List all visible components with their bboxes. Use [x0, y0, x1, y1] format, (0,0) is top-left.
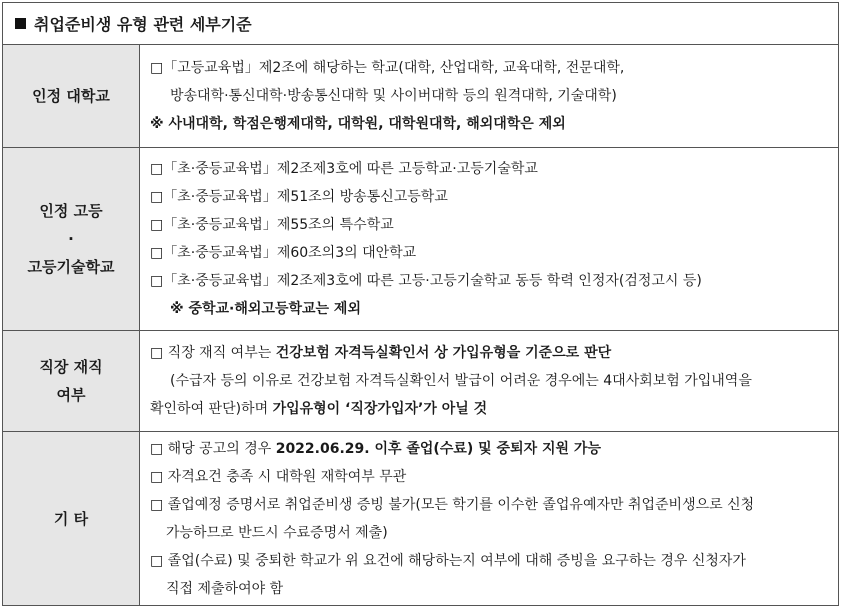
content-line: □ 직장 재직 여부는 건강보험 자격득실확인서 상 가입유형을 기준으로 판단 [150, 345, 612, 361]
content-line: □「고등교육법」제2조에 해당하는 학교(대학, 산업대학, 교육대학, 전문대학, [150, 60, 625, 76]
exclusion-note: ※ 중학교·해외고등학교는 제외 [170, 301, 361, 317]
criteria-table [2, 2, 839, 606]
content-line: □「초·중등교육법」제51조의 방송통신고등학교 [150, 189, 448, 205]
content-line: 확인하여 판단)하며 가입유형이 ‘직장가입자’가 아닐 것 [150, 401, 488, 417]
row-label-university: 인정 대학교 [3, 45, 140, 147]
black-square-icon [15, 18, 26, 29]
row-label-employment: 직장 재직 여부 [3, 331, 140, 431]
content-line: □「초·중등교육법」제55조의 특수학교 [150, 217, 394, 233]
row-other [3, 432, 838, 605]
content-line: 가능하므로 반드시 수료증명서 제출) [166, 524, 388, 541]
row-label-other: 기 타 [3, 432, 140, 605]
content-line: □ 졸업예정 증명서로 취업준비생 증빙 불가(모든 학기를 이수한 졸업유예자만 취업준비생으로 신청 [150, 496, 755, 513]
content-line: □ 해당 공고의 경우 2022.06.29. 이후 졸업(수료) 및 중퇴자 지원 가능 [150, 440, 601, 457]
content-line: □ 졸업(수료) 및 중퇴한 학교가 위 요건에 해당하는지 여부에 대해 증빙을 요구하는 경우 신청자가 [150, 552, 746, 569]
row-content-employment [140, 331, 838, 431]
row-content-other [140, 432, 838, 605]
content-line: 방송대학·통신대학·방송통신대학 및 사이버대학 등의 원격대학, 기술대학) [170, 88, 617, 104]
exclusion-note: ※ 사내대학, 학점은행제대학, 대학원, 대학원대학, 해외대학은 제외 [150, 116, 566, 132]
content-line: □ 자격요건 충족 시 대학원 재학여부 무관 [150, 468, 407, 485]
table-title: 취업준비생 유형 관련 세부기준 [34, 15, 252, 34]
content-line: (수급자 등의 이유로 건강보험 자격득실확인서 발급이 어려운 경우에는 4대사회보험 가입내역을 [170, 373, 752, 389]
content-line: 직접 제출하여야 함 [166, 580, 284, 597]
row-highschool [3, 148, 838, 331]
row-label-highschool: 인정 고등 · 고등기술학교 [3, 148, 140, 330]
table-title-row [3, 3, 838, 45]
content-line: □「초·중등교육법」제60조의3의 대안학교 [150, 245, 417, 261]
row-content-highschool [140, 148, 838, 330]
content-line: □「초·중등교육법」제2조제3호에 따른 고등·고등기술학교 동등 학력 인정자(검정고시 등) [150, 273, 702, 289]
content-line: □「초·중등교육법」제2조제3호에 따른 고등학교·고등기술학교 [150, 161, 538, 177]
row-content-university [140, 45, 838, 147]
row-employment [3, 331, 838, 432]
row-university [3, 45, 838, 148]
